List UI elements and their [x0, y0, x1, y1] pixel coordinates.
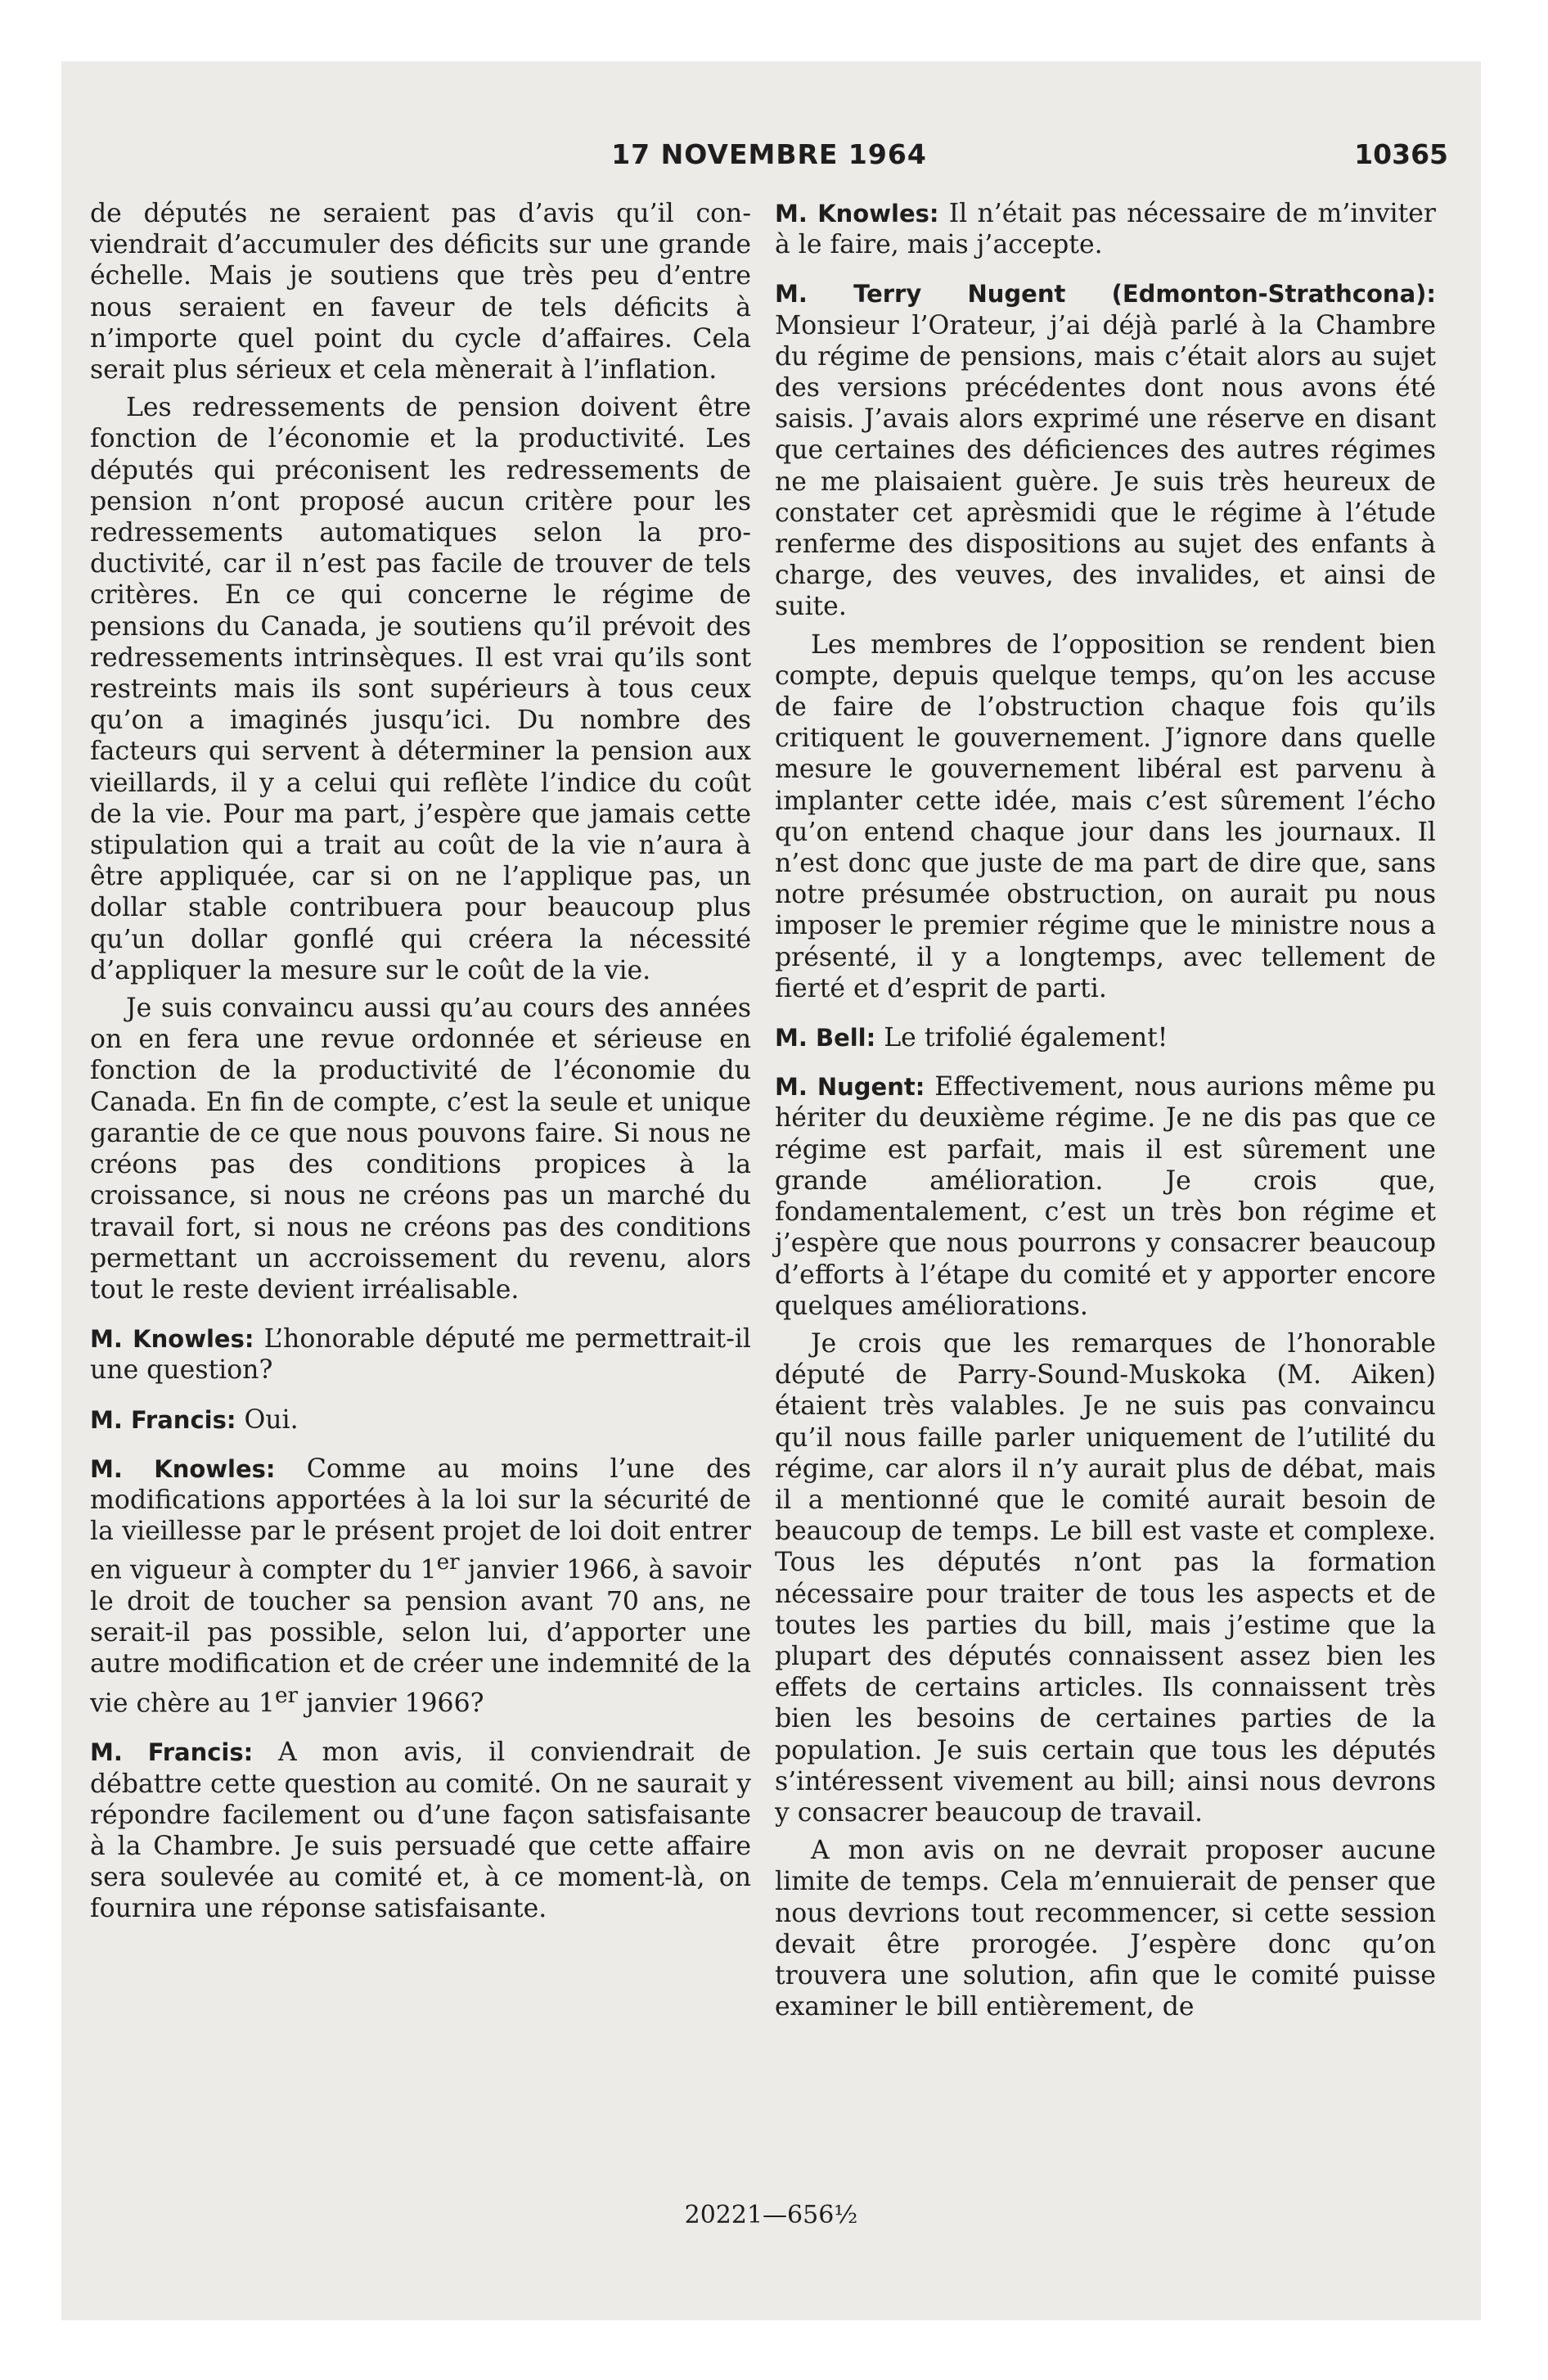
right-column: [775, 198, 1436, 2029]
left-column: [90, 198, 751, 1931]
speech-text: janvier 1966?: [298, 1688, 484, 1719]
speech-text: Le trifolié également!: [875, 1023, 1168, 1053]
speaker-name: M. Terry Nugent (Edmonton-Strathcona):: [775, 280, 1436, 309]
page-number: 10365: [1354, 138, 1448, 170]
paragraph: A mon avis on ne devrait proposer aucune limite de temps. Cela m’ennuierait de penser que nous devrions tout recommencer, si cette session devait être prorogée. J’espère donc qu’on trouvera une solution, afin que le comité puisse examiner le bill entièrement, de: [775, 1836, 1436, 2022]
speaker-name: M. Knowles:: [90, 1454, 276, 1483]
speech-bell: [775, 1022, 1436, 1053]
speaker-name: M. Francis:: [90, 1738, 254, 1767]
speech-knowles-1: [90, 1323, 751, 1386]
speaker-name: M. Francis:: [90, 1405, 236, 1434]
speech-knowles-3: [775, 198, 1436, 260]
page-date-heading: 17 NOVEMBRE 1964: [611, 138, 927, 170]
speech-text: janvier 1966, à savoir le droit de toucher sa pension avant 70 ans, ne serait-il pas possible, selon lui, d’apporter une autre modification et de créer une indemnité de la vie chère au 1: [90, 1555, 751, 1719]
paragraph: Les redressements de pension doivent être fonction de l’économie et la productivité. Les députés qui préconisent les redressements de pension n’ont proposé aucun critère pour les redressements automatiques selon la productivité, car il n’est pas facile de trouver de tels critères. En ce qui concerne le régime de pensions du Canada, je soutiens qu’il prévoit des redressements intrinsèques. Il est vrai qu’ils sont restreints mais ils sont supérieurs à tous ceux qu’on a imaginés jusqu’ici. Du nombre des facteurs qui servent à déterminer la pension aux vieillards, il y a celui qui reflète l’indice du coût de la vie. Pour ma part, j’espère que jamais cette stipulation qui a trait au coût de la vie n’aura à être appliquée, car si on ne l’applique pas, un dollar stable contribuera pour beaucoup plus qu’un dollar gonflé qui créera la nécessité d’appliquer la mesure sur le coût de la vie.: [90, 393, 751, 985]
superscript: er: [436, 1550, 460, 1575]
speech-text: Oui.: [236, 1404, 299, 1435]
speaker-name: M. Bell:: [775, 1024, 876, 1053]
speech-nugent-1: [775, 278, 1436, 622]
scanned-page: [61, 61, 1481, 2320]
speech-text: Monsieur l’Orateur, j’ai déjà parlé à la Chambre du régime de pensions, mais c’était alors au sujet des versions précédentes dont nous avons été saisis. J’avais alors exprimé une réserve en disant que certaines des déficiences des autres régimes ne me plaisaient guère. Je suis très heureux de constater cet aprèsmidi que le régime à l’étude renferme des dispositions au sujet des enfants à charge, des veuves, des invalides, et ainsi de suite.: [775, 310, 1436, 622]
page-header: [90, 138, 1448, 176]
paragraph: de députés ne seraient pas d’avis qu’il conviendrait d’accumuler des déficits sur une grande échelle. Mais je soutiens que très peu d’entre nous seraient en faveur de tels déficits à n’importe quel point du cycle d’affaires. Cela serait plus sérieux et cela mènerait à l’inflation.: [90, 199, 751, 385]
speaker-name: M. Knowles:: [775, 200, 939, 228]
paragraph: Je suis convaincu aussi qu’au cours des années on en fera une revue ordonnée et sérieuse en fonction de la productivité de l’économie du Canada. En fin de compte, c’est la seule et unique garantie de ce que nous pouvons faire. Si nous ne créons pas des conditions propices à la croissance, si nous ne créons pas un marché du travail fort, si nous ne créons pas des conditions permettant un accroissement du revenu, alors tout le reste devient irréalisable.: [90, 994, 751, 1305]
paragraph: Je crois que les remarques de l’honorable député de Parry-Sound-Muskoka (M. Aiken) étaient très valables. Je ne suis pas convaincu qu’il nous faille parler uniquement de l’utilité du régime, car alors il n’y aurait plus de débat, mais il a mentionné que le comité aurait besoin de beaucoup de temps. Le bill est vaste et complexe. Tous les députés n’ont pas la formation nécessaire pour traiter de tous les aspects et de toutes les parties du bill, mais j’estime que la plupart des députés connaissent assez bien les effets de certains articles. Ils connaissent très bien les besoins de certaines parties de la population. Je suis certain que tous les députés s’intéressent vivement au bill; ainsi nous devrons y consacrer beaucoup de travail.: [775, 1328, 1436, 1828]
speech-text: A mon avis, il conviendrait de débattre cette question au comité. On ne saurait y répondre facilement ou d’une façon satisfaisante à la Chambre. Je suis persuadé que cette affaire sera soulevée au comité et, à ce moment-là, on fournira une réponse satisfaisante.: [90, 1738, 751, 1924]
speech-francis-2: [90, 1737, 751, 1924]
speech-text: Il n’était pas nécessaire de m’inviter à le faire, mais j’accepte.: [775, 199, 1436, 260]
speaker-name: M. Nugent:: [775, 1073, 925, 1102]
superscript: er: [274, 1683, 299, 1708]
speech-text: Comme au moins l’une des modifications apportées à la loi sur la sécurité de la vieillesse par le présent projet de loi doit entrer en vigueur à compter du 1: [90, 1454, 751, 1585]
speech-text: Effectivement, nous aurions même pu hériter du deuxième régime. Je ne dis pas que ce régime est parfait, mais il est sûrement une grande amélioration. Je crois que, fondamentalement, c’est un très bon régime et j’espère que nous pourrons y consacrer beaucoup d’efforts à l’étape du comité et y apporter encore quelques améliorations.: [775, 1072, 1436, 1321]
paragraph: Les membres de l’opposition se rendent bien compte, depuis quelque temps, qu’on les accuse de faire de l’obstruction chaque fois qu’ils critiquent le gouvernement. J’ignore dans quelle mesure le gouvernement libéral est parvenu à implanter cette idée, mais c’est sûrement l’écho qu’on entend chaque jour dans les journaux. Il n’est donc que juste de ma part de dire que, sans notre présumée obstruction, on aurait pu nous imposer le premier régime que le ministre nous a présenté, il y a longtemps, avec tellement de fierté et d’esprit de parti.: [775, 629, 1436, 1003]
speech-nugent-2: [775, 1071, 1436, 1322]
speech-text: L’honorable député me permettrait-il une question?: [90, 1324, 751, 1386]
speaker-name: M. Knowles:: [90, 1325, 254, 1354]
speech-francis-1: [90, 1404, 751, 1436]
print-code-footer: 20221—656½: [684, 2201, 858, 2229]
speech-knowles-2: [90, 1454, 751, 1720]
